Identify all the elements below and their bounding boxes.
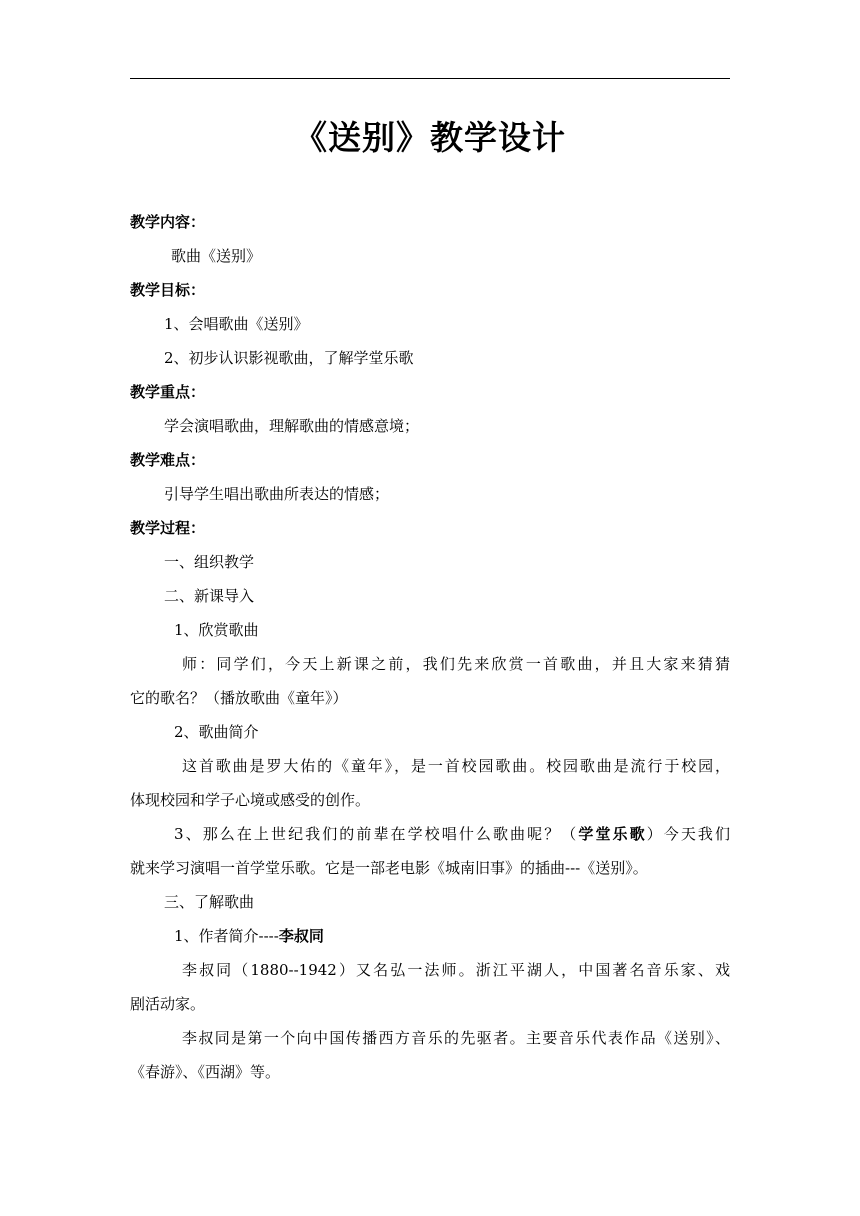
- difficulty-text: 引导学生唱出歌曲所表达的情感；: [164, 485, 390, 503]
- step-1: 一、组织教学: [164, 553, 255, 571]
- school-song-term: 学堂乐歌: [578, 825, 647, 843]
- key-heading: 教学重点：: [130, 383, 206, 401]
- goal-2: 2、初步认识影视歌曲，了解学堂乐歌: [164, 349, 414, 367]
- difficulty-heading: 教学难点：: [130, 451, 206, 469]
- sub-2-2-paragraph-line-2: 体现校园和学子心境或感受的创作。: [130, 791, 371, 809]
- goals-heading: 教学目标：: [130, 281, 206, 299]
- sub-2-3-text-pre: 3、那么在上世纪我们的前辈在学校唱什么歌曲呢？（: [174, 825, 579, 843]
- bio-paragraph-2-line-2: 《春游》、《西湖》等。: [130, 1063, 281, 1081]
- sub-2-1: 1、欣赏歌曲: [174, 621, 259, 639]
- sub-2-3-line-2: 就来学习演唱一首学堂乐歌。它是一部老电影《城南旧事》的插曲---《送别》。: [130, 859, 648, 877]
- bio-paragraph-1-line-1: 李叔同（1880--1942）又名弘一法师。浙江平湖人，中国著名音乐家、戏: [182, 961, 730, 979]
- bio-paragraph-2-line-1: 李叔同是第一个向中国传播西方音乐的先驱者。主要音乐代表作品《送别》、: [182, 1029, 730, 1047]
- sub-2-2: 2、歌曲简介: [174, 723, 259, 741]
- step-3: 三、了解歌曲: [164, 893, 255, 911]
- header-rule: [130, 78, 730, 79]
- sub-2-1-paragraph-line-1: 师：同学们，今天上新课之前，我们先来欣赏一首歌曲，并且大家来猜猜: [182, 655, 730, 673]
- sub-2-2-paragraph-line-1: 这首歌曲是罗大佑的《童年》，是一首校园歌曲。校园歌曲是流行于校园，: [182, 757, 730, 775]
- key-text: 学会演唱歌曲，理解歌曲的情感意境；: [164, 417, 420, 435]
- content-text: 歌曲《送别》: [171, 247, 262, 265]
- author-name: 李叔同: [278, 927, 324, 945]
- content-heading: 教学内容：: [130, 213, 206, 231]
- bio-paragraph-1-line-2: 剧活动家。: [130, 995, 206, 1013]
- document-title: 《送别》教学设计: [294, 118, 566, 157]
- goal-1: 1、会唱歌曲《送别》: [164, 315, 309, 333]
- sub-2-3-text-post: ）今天我们: [646, 825, 730, 843]
- sub-3-1: [130, 924, 774, 948]
- sub-2-1-paragraph-line-2: 它的歌名？（播放歌曲《童年》）: [130, 689, 348, 707]
- process-heading: 教学过程：: [130, 519, 206, 537]
- sub-2-3-line-1: [130, 822, 730, 846]
- sub-3-1-label: 1、作者简介----: [174, 927, 279, 945]
- step-2: 二、新课导入: [164, 587, 255, 605]
